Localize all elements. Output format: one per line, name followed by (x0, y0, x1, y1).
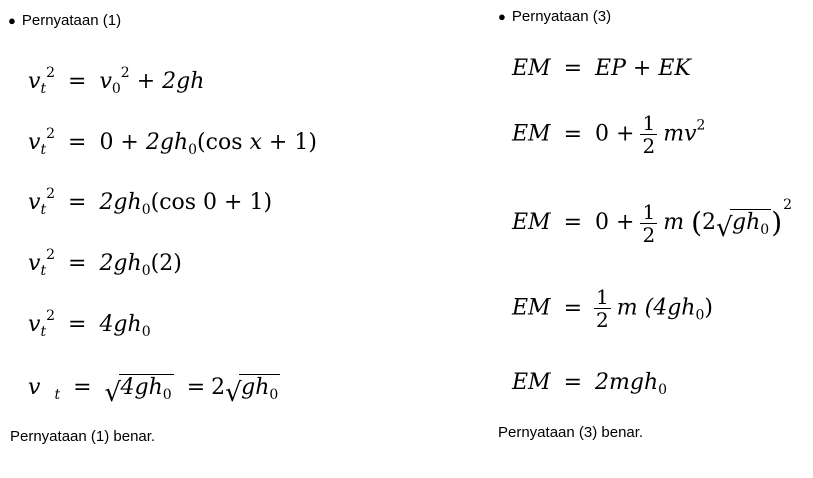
fraction-half: $\frac{1}{2}$ (596, 285, 609, 332)
equation-l5: $v_t^2 = 4gh_0$ (28, 308, 151, 340)
equation-l2: $v_t^2 = 0 + 2gh_0(\cos$ x + 1) (28, 126, 317, 158)
statement-3-conclusion: Pernyataan (3) benar. (498, 424, 644, 441)
sqrt-4gh0: √ $4gh_0$ (104, 375, 172, 408)
equation-r4: EM = $\frac{1}{2}$ m $(4gh_0)$ (512, 285, 713, 332)
equation-l1: $v_t^2 = v_0^2 + 2gh$ (28, 65, 205, 97)
statement-3-heading: ● Pernyataan (3) (498, 8, 612, 25)
equation-r2: EM = 0 + $\frac{1}{2}$ $mv^2$ (512, 111, 706, 158)
bullet-icon: ● (498, 9, 506, 24)
bullet-icon: ● (8, 13, 16, 28)
statement-1-conclusion: Pernyataan (1) benar. (10, 428, 156, 445)
sqrt-gh0: √ $gh_0$ (716, 210, 770, 243)
left-column (0, 0, 400, 478)
right-column (490, 0, 813, 478)
statement-1-heading: ● Pernyataan (1) (8, 12, 122, 29)
sqrt-gh0: √ $gh_0$ (225, 375, 279, 408)
fraction-half: $\frac{1}{2}$ (642, 199, 656, 247)
equation-l6: v $_t$ = √ $4gh_0 = 2$ √ $gh_0$ (28, 375, 279, 408)
equation-r5: EM = 2mgh$_0$ (512, 370, 668, 398)
equation-r1: EM = EP + EK (512, 56, 691, 81)
equation-r3: EM = 0 + $\frac{1}{2}$ m (2 √ $gh_0)^2$ (512, 197, 793, 247)
fraction-half: $\frac{1}{2}$ (642, 111, 656, 158)
equation-l3: $v_t^2 = 2gh_0(\cos$ 0 + 1) (28, 186, 273, 218)
equation-l4: $v_t^2 = 2gh_0(2)$ (28, 247, 182, 279)
